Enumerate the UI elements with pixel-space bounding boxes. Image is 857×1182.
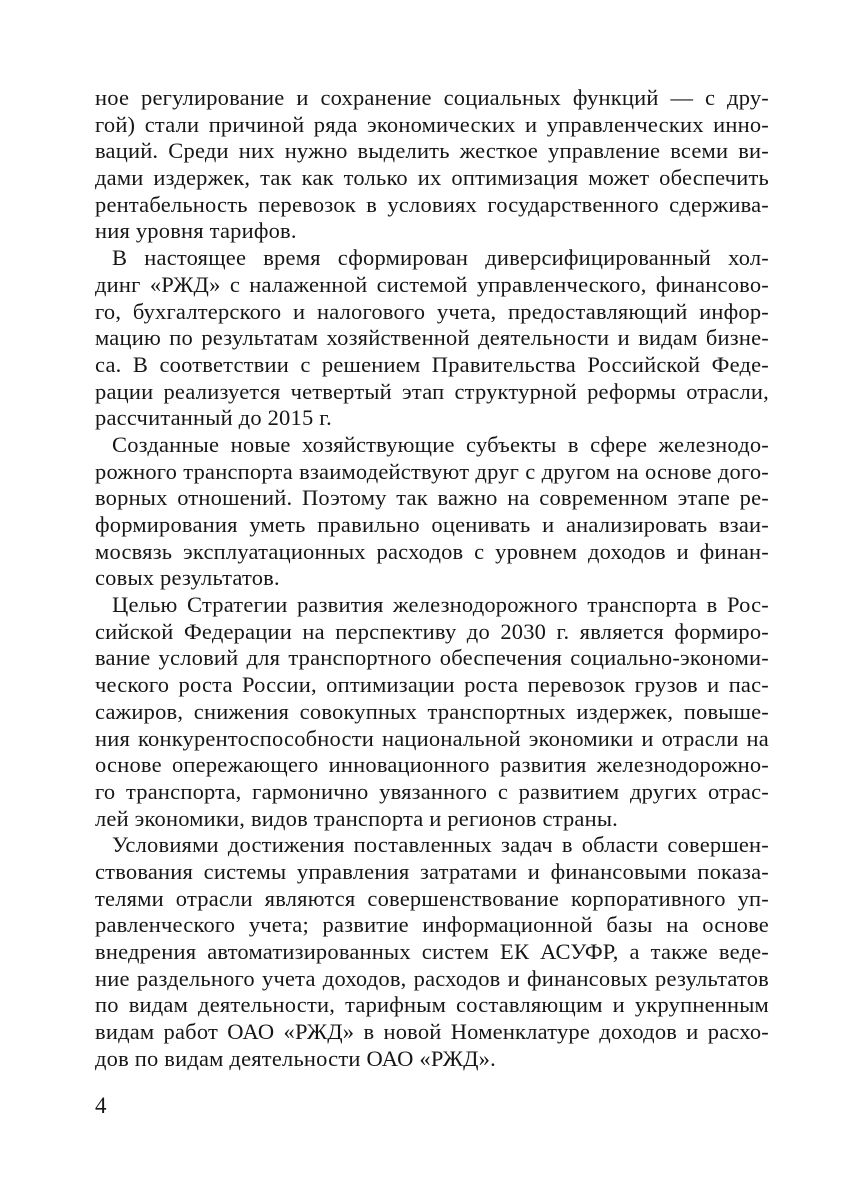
text-line: го транспорта, гармонично увязанного с развитием других отрас- <box>95 778 769 804</box>
text-line: лей экономики, видов транспорта и регионов страны. <box>95 805 618 831</box>
text-line: В настоящее время сформирован диверсифицированный хол- <box>112 245 769 271</box>
paragraph <box>95 245 769 432</box>
text-line: ное регулирование и сохранение социальных функций — с дру- <box>95 85 769 110</box>
paragraph <box>95 85 769 245</box>
text-line: телями отрасли являются совершенствование корпоративного уп- <box>95 885 769 911</box>
text-line: сажиров, снижения совокупных транспортных издержек, повыше- <box>95 698 769 724</box>
text-line: ваций. Среди них нужно выделить жесткое управление всеми ви- <box>95 138 769 164</box>
text-line: рожного транспорта взаимодействуют друг с другом на основе дого- <box>95 458 769 484</box>
text-line: мосвязь эксплуатационных расходов с уровнем доходов и финан- <box>95 538 769 564</box>
text-line: рентабельность перевозок в условиях государственного сдержива- <box>95 191 769 217</box>
text-line: видам работ ОАО «РЖД» в новой Номенклатуре доходов и расхо- <box>95 1019 769 1045</box>
text-line: рассчитанный до 2015 г. <box>95 405 332 431</box>
text-line: совых результатов. <box>95 565 280 591</box>
text-line: Условиями достижения поставленных задач в области совершен- <box>112 832 769 858</box>
text-line: динг «РЖД» с налаженной системой управленческого, финансово- <box>95 271 769 297</box>
text-line: внедрения автоматизированных систем ЕК АСУФР, а также веде- <box>95 939 769 964</box>
paragraph <box>95 592 769 832</box>
text-line: ния уровня тарифов. <box>95 218 297 244</box>
text-line: вание условий для транспортного обеспечения социально-экономи- <box>95 645 769 671</box>
text-line: основе опережающего инновационного развития железнодорожно- <box>95 752 769 778</box>
text-line: рации реализуется четвертый этап структурной реформы отрасли, <box>95 378 769 404</box>
text-line: формирования уметь правильно оценивать и анализировать взаи- <box>95 512 769 537</box>
text-line: дами издержек, так как только их оптимизация может обеспечить <box>95 165 769 191</box>
text-line: ворных отношений. Поэтому так важно на современном этапе ре- <box>95 485 769 511</box>
text-line: по видам деятельности, тарифным составляющим и укрупненным <box>95 992 769 1018</box>
text-line: гой) стали причиной ряда экономических и управленческих инно- <box>95 111 769 137</box>
text-line: ствования системы управления затратами и финансовыми показа- <box>95 858 769 884</box>
page-number: 4 <box>95 1093 107 1118</box>
paragraph <box>95 432 769 592</box>
text-line: са. В соответствии с решением Правительства Российской Феде- <box>95 351 769 377</box>
text-line: равленческого учета; развитие информационной базы на основе <box>95 912 769 938</box>
text-line: сийской Федерации на перспективу до 2030 г. является формиро- <box>95 618 769 644</box>
text-line: дов по видам деятельности ОАО «РЖД». <box>95 1045 496 1071</box>
text-line: Целью Стратегии развития железнодорожного транспорта в Рос- <box>112 592 769 618</box>
text-line: мацию по результатам хозяйственной деятельности и видам бизне- <box>95 325 769 351</box>
page-text <box>95 85 769 1072</box>
text-line: Созданные новые хозяйствующие субъекты в сфере железнодо- <box>112 431 769 457</box>
text-line: ния конкурентоспособности национальной экономики и отрасли на <box>95 725 769 751</box>
text-line: ческого роста России, оптимизации роста перевозок грузов и пас- <box>95 672 769 698</box>
text-line: ние раздельного учета доходов, расходов и финансовых результатов <box>95 965 769 991</box>
paragraph <box>95 832 769 1072</box>
text-line: го, бухгалтерского и налогового учета, предоставляющий инфор- <box>95 298 769 324</box>
